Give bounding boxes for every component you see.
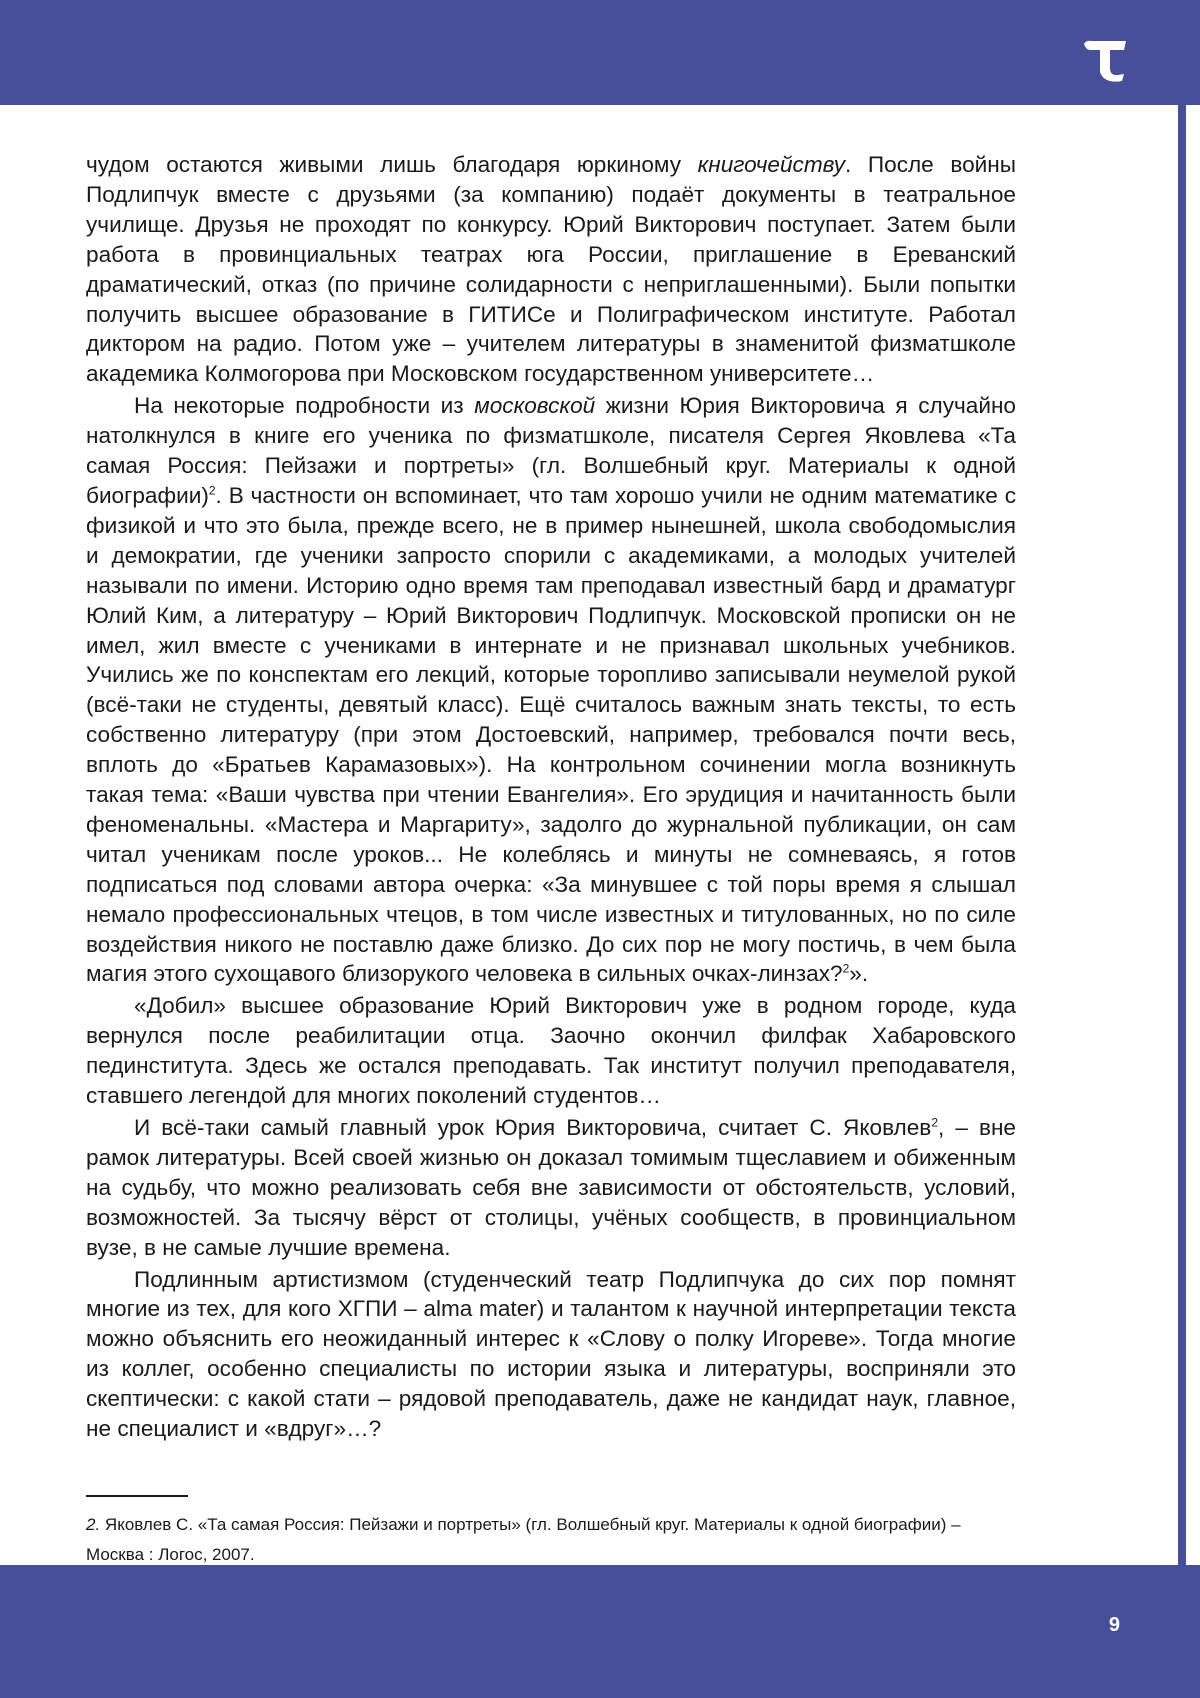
footnote bbox=[86, 1510, 1016, 1570]
footnote-ref: 2 bbox=[931, 1115, 939, 1130]
paragraph-5: Подлинным артистизмом (студенческий театр Подлипчука до сих пор помнят многие из тех, для кого ХГПИ – alma mater) и талантом к научной интерпретации текста можно объяснить его неожиданный интерес к «Слову о полку Игореве». Тогда многие из коллег, особенно специалисты по истории языка и литературы, восприняли это скептически: с какой стати – рядовой преподаватель, даже не кандидат наук, главное, не специалист и «вдруг»…? bbox=[86, 1266, 1016, 1442]
right-margin-rule bbox=[1178, 105, 1186, 1565]
footnote-ref: 2 bbox=[208, 483, 216, 498]
t-logo-icon bbox=[1080, 38, 1130, 83]
footer-band bbox=[0, 1565, 1200, 1698]
page-number: 9 bbox=[1108, 1614, 1120, 1636]
paragraph-1: чудом остаются живыми лишь благодаря юркиному книгочейству. После войны Подлипчук вместе с друзьями (за компанию) подаёт документы в театральное училище. Друзья не проходят по конкурсу. Юрий Викторович поступает. Затем были работа в провинциальных театрах юга России, приглашение в Ереванский драматический, отказ (по причине солидарности с неприглашенными). Были попытки получить высшее образование в ГИТИСе и Полиграфическом институте. Работал диктором на радио. Потом уже – учителем литературы в знаменитой физматшколе академика Колмогорова при Московском государственном университете… bbox=[86, 152, 1016, 387]
footnote-ref: 2 bbox=[842, 961, 850, 976]
footnote-text: Яковлев С. «Та самая Россия: Пейзажи и портреты» (гл. Волшебный круг. Материалы к одной биографии) – Москва : Логос, 2007. bbox=[86, 1515, 961, 1564]
paragraph-3: «Добил» высшее образование Юрий Викторович уже в родном городе, куда вернулся после реабилитации отца. Заочно окончил филфак Хабаровского пединститута. Здесь же остался преподавать. Так институт получил преподавателя, ставшего легендой для многих поколений студентов… bbox=[86, 993, 1016, 1109]
header-band bbox=[0, 0, 1200, 105]
article-body bbox=[86, 150, 1016, 1444]
footnote-divider bbox=[86, 1495, 188, 1497]
paragraph-4: И всё-таки самый главный урок Юрия Викторовича, считает С. Яковлев$^2$, – вне рамок литературы. Всей своей жизнью он доказал томимым тщеславием и обиженным на судьбу, что можно реализовать себя вне зависимости от обстоятельств, условий, возможностей. За тысячу вёрст от столицы, учёных сообществ, в провинциальном вузе, в не самые лучшие времена. bbox=[86, 1115, 1016, 1260]
paragraph-2: На некоторые подробности из московской жизни Юрия Викторовича я случайно натолкнулся в книге его ученика по физматшколе, писателя Сергея Яковлева «Та самая Россия: Пейзажи и портреты» (гл. Волшебный круг. Материалы к одной биографии)$^2$. В частности он вспоминает, что там хорошо учили не одним математике с физикой и что это была, прежде всего, не в пример нынешней, школа свободомыслия и демократии, где ученики запросто спорили с академиками, а молодых учителей называли по имени. Историю одно время там преподавал известный бард и драматург Юлий Ким, а литературу – Юрий Викторович Подлипчук. Московской прописки он не имел, жил вместе с учениками в интернате и не признавал школьных учебников. Учились же по конспектам его лекций, которые торопливо записывали неумелой рукой (всё-таки не студенты, девятый класс). Ещё считалось важным знать тексты, то есть собственно литературу (при этом Достоевский, например, требовался почти весь, вплоть до «Братьев Карамазовых»). На контрольном сочинении могла возникнуть такая тема: «Ваши чувства при чтении Евангелия». Его эрудиция и начитанность были феноменальны. «Мастера и Маргариту», задолго до журнальной публикации, он сам читал ученикам после уроков... Не колеблясь и минуты не сомневаясь, я готов подписаться под словами автора очерка: «За минувшее с той поры время я слышал немало профессиональных чтецов, в том числе известных и титулованных, но по силе воздействия никого не поставлю даже близко. До сих пор не могу постичь, в чем была магия этого сухощавого близорукого человека в сильных очках-линзах?$^2$». bbox=[86, 393, 1016, 987]
footnote-number: 2. bbox=[86, 1515, 101, 1534]
